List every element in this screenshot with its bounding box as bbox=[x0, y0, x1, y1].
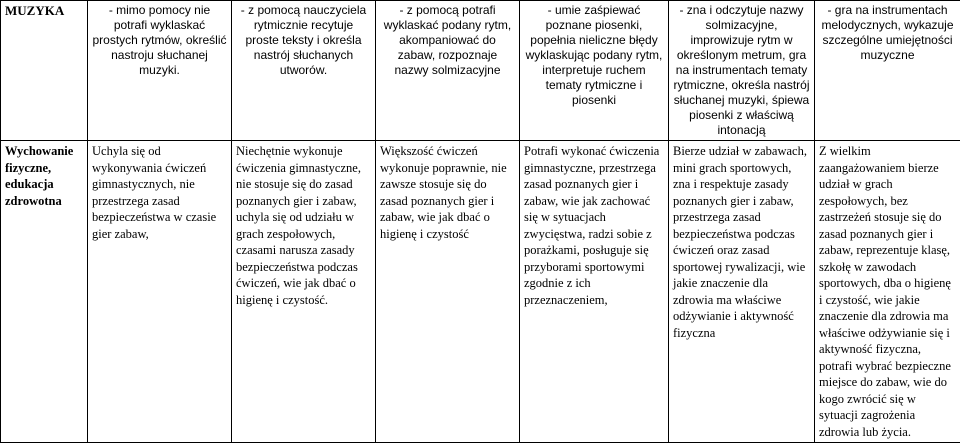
pe-criteria-cell: Niechętnie wykonuje ćwiczenia gimnastyczne, nie stosuje się do zasad poznanych gier i zabaw, uchyla się od udziału w grach zespołowych, czasami narusza zasady bezpieczeństwa podczas ćwiczeń, wie jak dbać o higienę i czystość. bbox=[232, 141, 376, 443]
subject-pe-label: Wychowanie fizyczne, edukacja zdrowotna bbox=[1, 141, 88, 443]
music-criteria-cell: - zna i odczytuje nazwy solmizacyjne, improwizuje rytm w określonym metrum, gra na instrumentach tematy rytmiczne, określa nastrój słuchanej muzyki, śpiewa piosenki z właściwą intonacją bbox=[669, 1, 815, 141]
music-criteria-cell: - gra na instrumentach melodycznych, wykazuje szczególne umiejętności muzyczne bbox=[815, 1, 960, 141]
music-criteria-cell: - z pomocą nauczyciela rytmicznie recytuje proste teksty i określa nastrój słuchanych utworów. bbox=[232, 1, 376, 141]
music-criteria-cell: - mimo pomocy nie potrafi wyklaskać prostych rytmów, określić nastroju słuchanej muzyki. bbox=[88, 1, 232, 141]
pe-criteria-cell: Większość ćwiczeń wykonuje poprawnie, nie zawsze stosuje się do zasad poznanych gier i zabaw, wie jak dbać o higienę i czystość bbox=[376, 141, 520, 443]
music-row bbox=[1, 1, 960, 141]
pe-criteria-cell: Bierze udział w zabawach, mini grach sportowych, zna i respektuje zasady poznanych gier i zabaw, przestrzega zasad bezpieczeństwa podczas ćwiczeń oraz zasad sportowej rywalizacji, wie jakie znaczenie dla zdrowia ma właściwe odżywianie i aktywność fizyczna bbox=[669, 141, 815, 443]
physical-education-row bbox=[1, 141, 960, 443]
music-criteria-cell: - z pomocą potrafi wyklaskać podany rytm, akompaniować do zabaw, rozpoznaje nazwy solmizacyjne bbox=[376, 1, 520, 141]
music-criteria-cell: - umie zaśpiewać poznane piosenki, popełnia nieliczne błędy wyklaskując podany rytm, interpretuje ruchem tematy rytmiczne i piosenki bbox=[520, 1, 669, 141]
pe-criteria-cell: Uchyla się od wykonywania ćwiczeń gimnastycznych, nie przestrzega zasad bezpieczeństwa w czasie gier zabaw, bbox=[88, 141, 232, 443]
pe-criteria-cell: Potrafi wykonać ćwiczenia gimnastyczne, przestrzega zasad poznanych gier i zabaw, wie jak zachować się w sytuacjach zwycięstwa, radzi sobie z porażkami, posługuje się przyborami sportowymi zgodnie z ich przeznaczeniem, bbox=[520, 141, 669, 443]
subject-music-label: MUZYKA bbox=[1, 1, 88, 141]
pe-criteria-cell: Z wielkim zaangażowaniem bierze udział w grach zespołowych, bez zastrzeżeń stosuje się do zasad poznanych gier i zabaw, reprezentuje klasę, szkołę w zawodach sportowych, dba o higienę i czystość, wie jakie znaczenie dla zdrowia ma właściwe odżywianie się i aktywność fizyczna, potrafi wybrać bezpieczne miejsce do zabaw, wie do kogo zwrócić się w sytuacji zagrożenia zdrowia lub życia. bbox=[815, 141, 960, 443]
